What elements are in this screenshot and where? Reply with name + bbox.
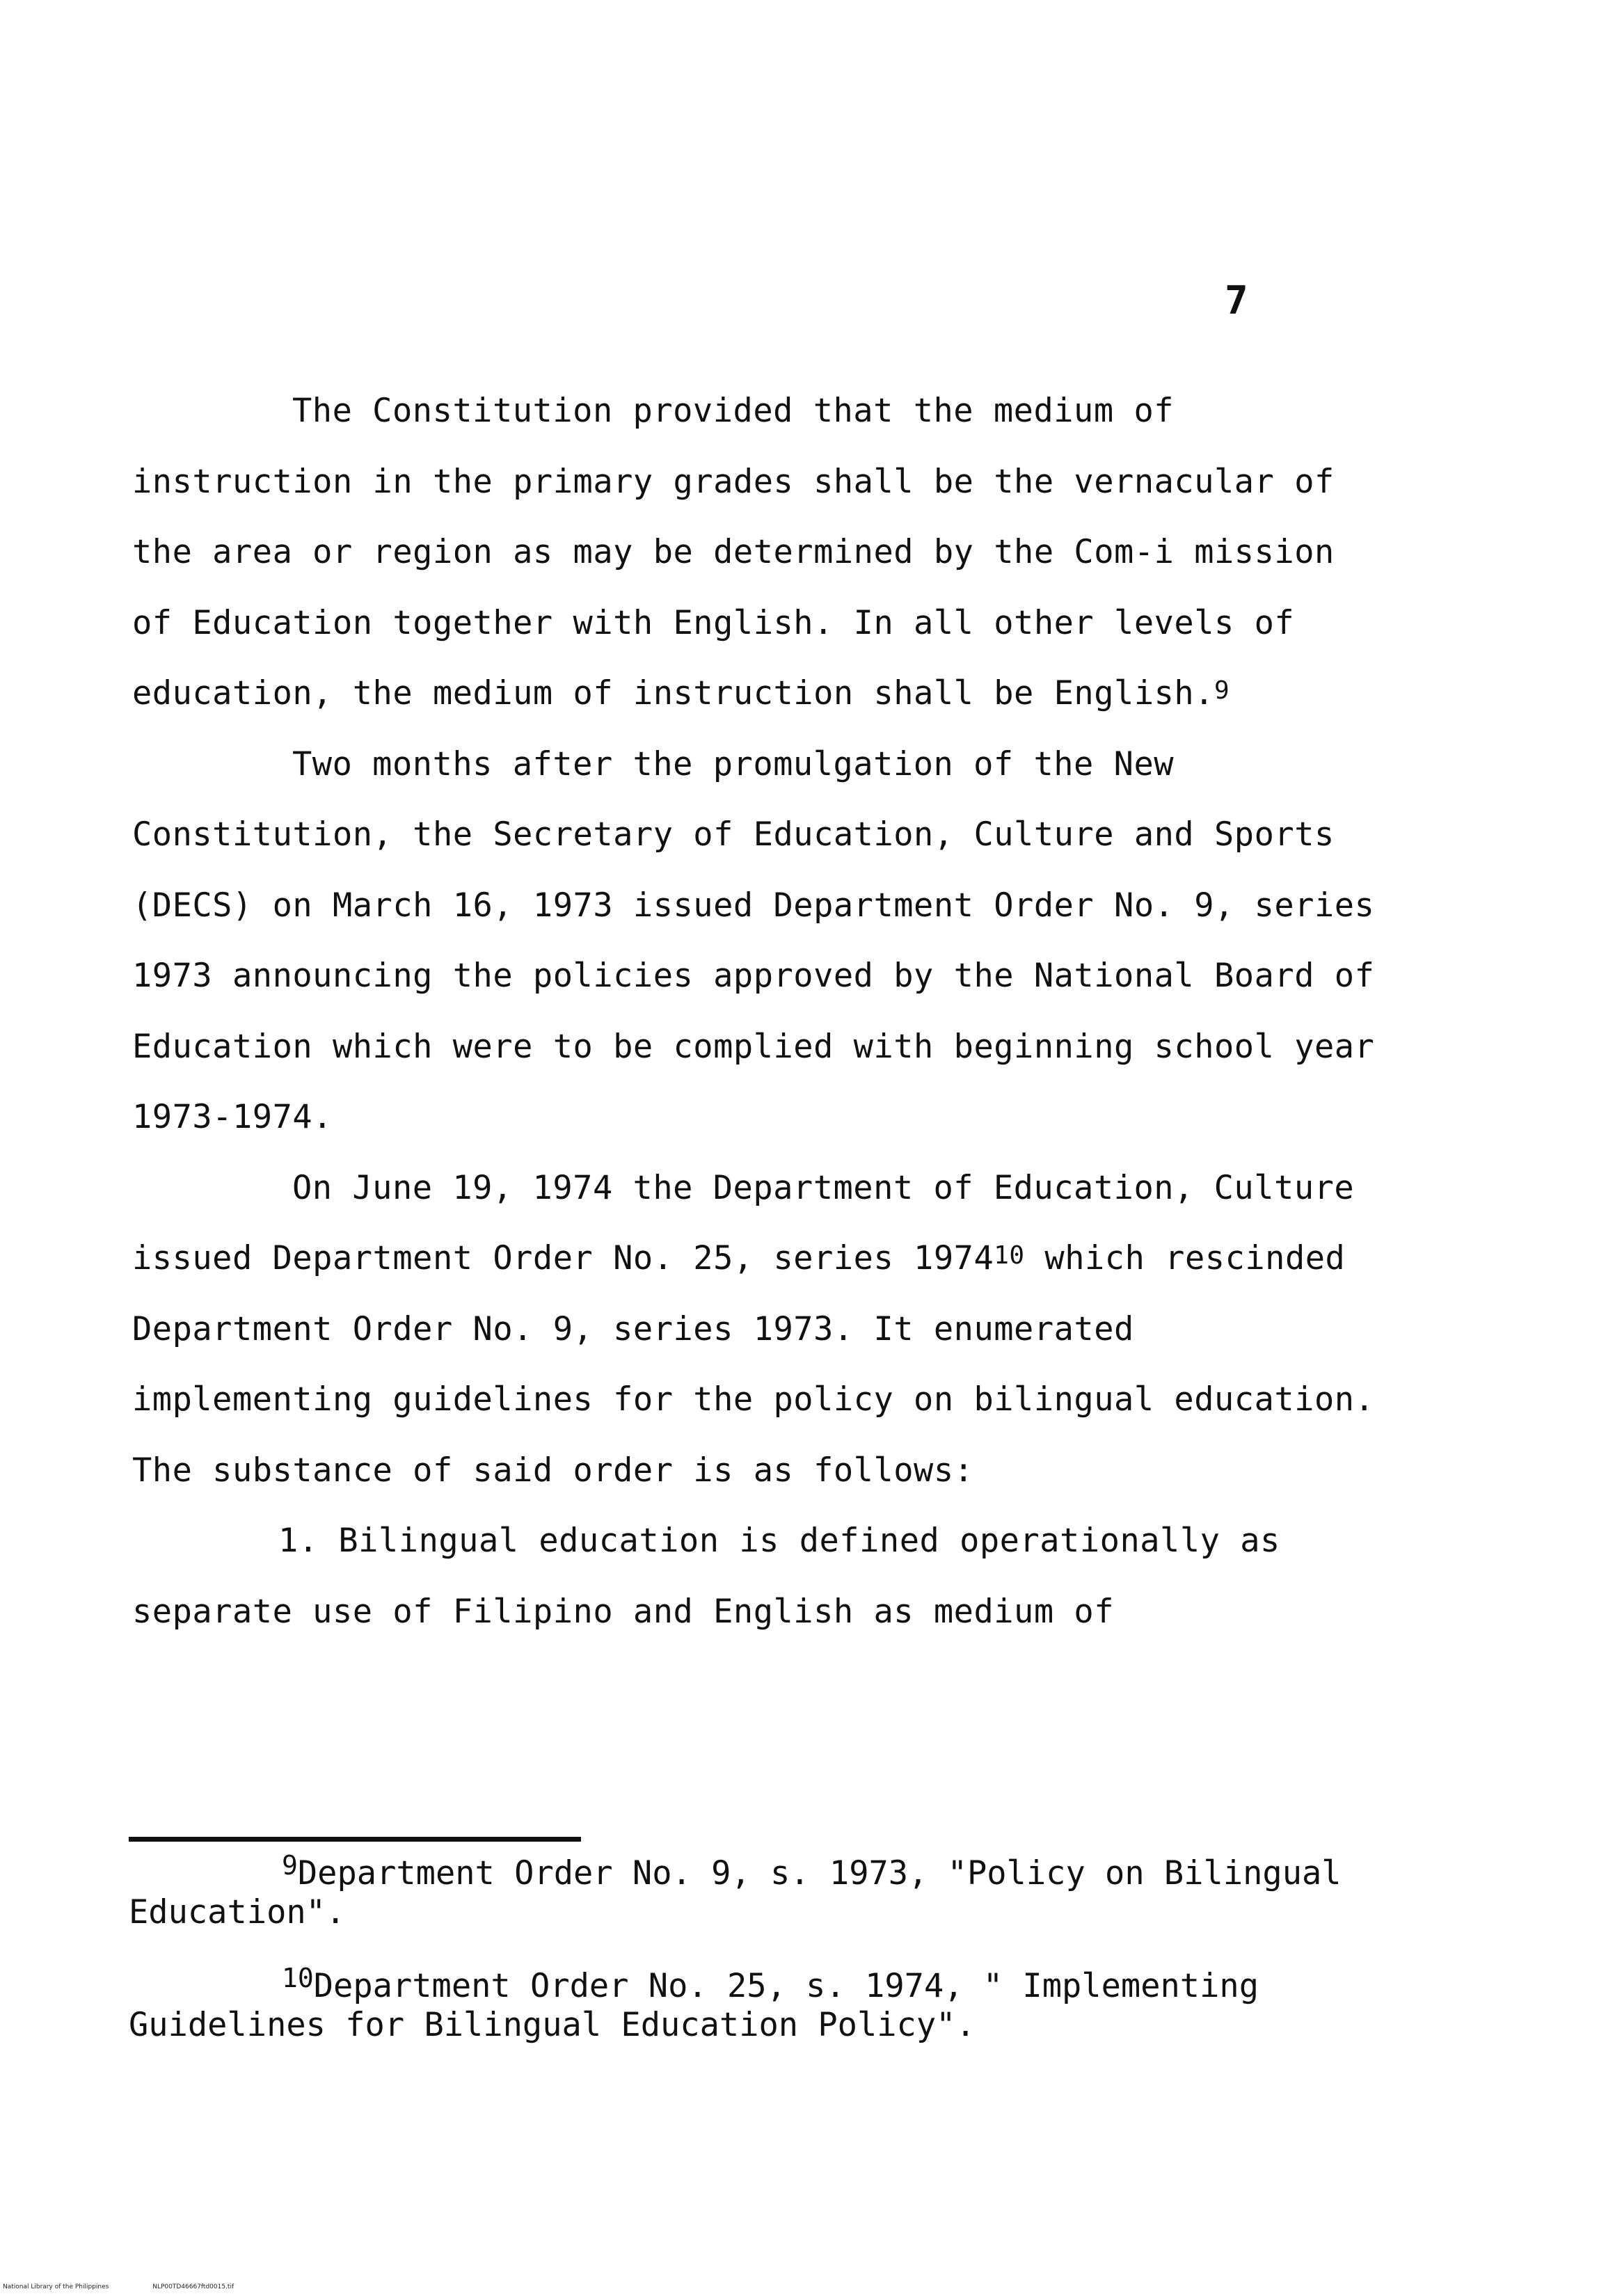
scan-library-label: National Library of the Philippines — [3, 2283, 109, 2290]
list-item-text: 1. Bilingual education is defined operationally as separate use of Filipino and English as medium of — [132, 1522, 1280, 1631]
paragraph-text-before: On June 19, 1974 the Department of Education, Culture issued Department Order No. 25, series 1974 — [132, 1168, 1355, 1277]
footnote-divider — [129, 1837, 581, 1842]
scan-footer — [3, 2283, 276, 2290]
paragraph-text: The Constitution provided that the medium of instruction in the primary grades shall be the vernacular of the area or region as may be determined by the Com-i mission of Education together with English. In all other levels of education, the medium of instruction shall be English. — [132, 392, 1335, 712]
body-text — [132, 376, 1385, 1647]
footnote-9 — [129, 1850, 1395, 1932]
scan-file-label: NLP00TD46667ftd0015.tif — [152, 2283, 234, 2290]
footnotes — [129, 1850, 1395, 2080]
footnote-marker: 10 — [282, 1963, 314, 1993]
paragraph-text-after: which rescinded Department Order No. 9, series 1973. It enumerated implementing guidelines for the policy on bilingual education. The substance of said order is as follows: — [132, 1239, 1375, 1490]
footnote-text: Department Order No. 9, s. 1973, "Policy on Bilingual Education". — [129, 1854, 1342, 1931]
footnote-marker: 9 — [282, 1850, 298, 1881]
footnote-text: Department Order No. 25, s. 1974, " Implementing Guidelines for Bilingual Education Policy". — [129, 1967, 1259, 2044]
footnote-ref-10: 10 — [994, 1241, 1025, 1270]
paragraph-text: Two months after the promulgation of the New Constitution, the Secretary of Education, Culture and Sports (DECS) on March 16, 1973 issued Department Order No. 9, series 1973 announcing the policies approved by the National Board of Education which were to be complied with beginning school year 1973-1974. — [132, 744, 1375, 1136]
page-number: 7 — [1225, 278, 1248, 324]
list-item-1 — [132, 1506, 1385, 1647]
paragraph-department-order-9 — [132, 729, 1385, 1153]
footnote-10 — [129, 1963, 1395, 2045]
paragraph-department-order-25 — [132, 1153, 1385, 1506]
footnote-ref-9: 9 — [1214, 676, 1230, 705]
paragraph-constitution — [132, 376, 1385, 729]
